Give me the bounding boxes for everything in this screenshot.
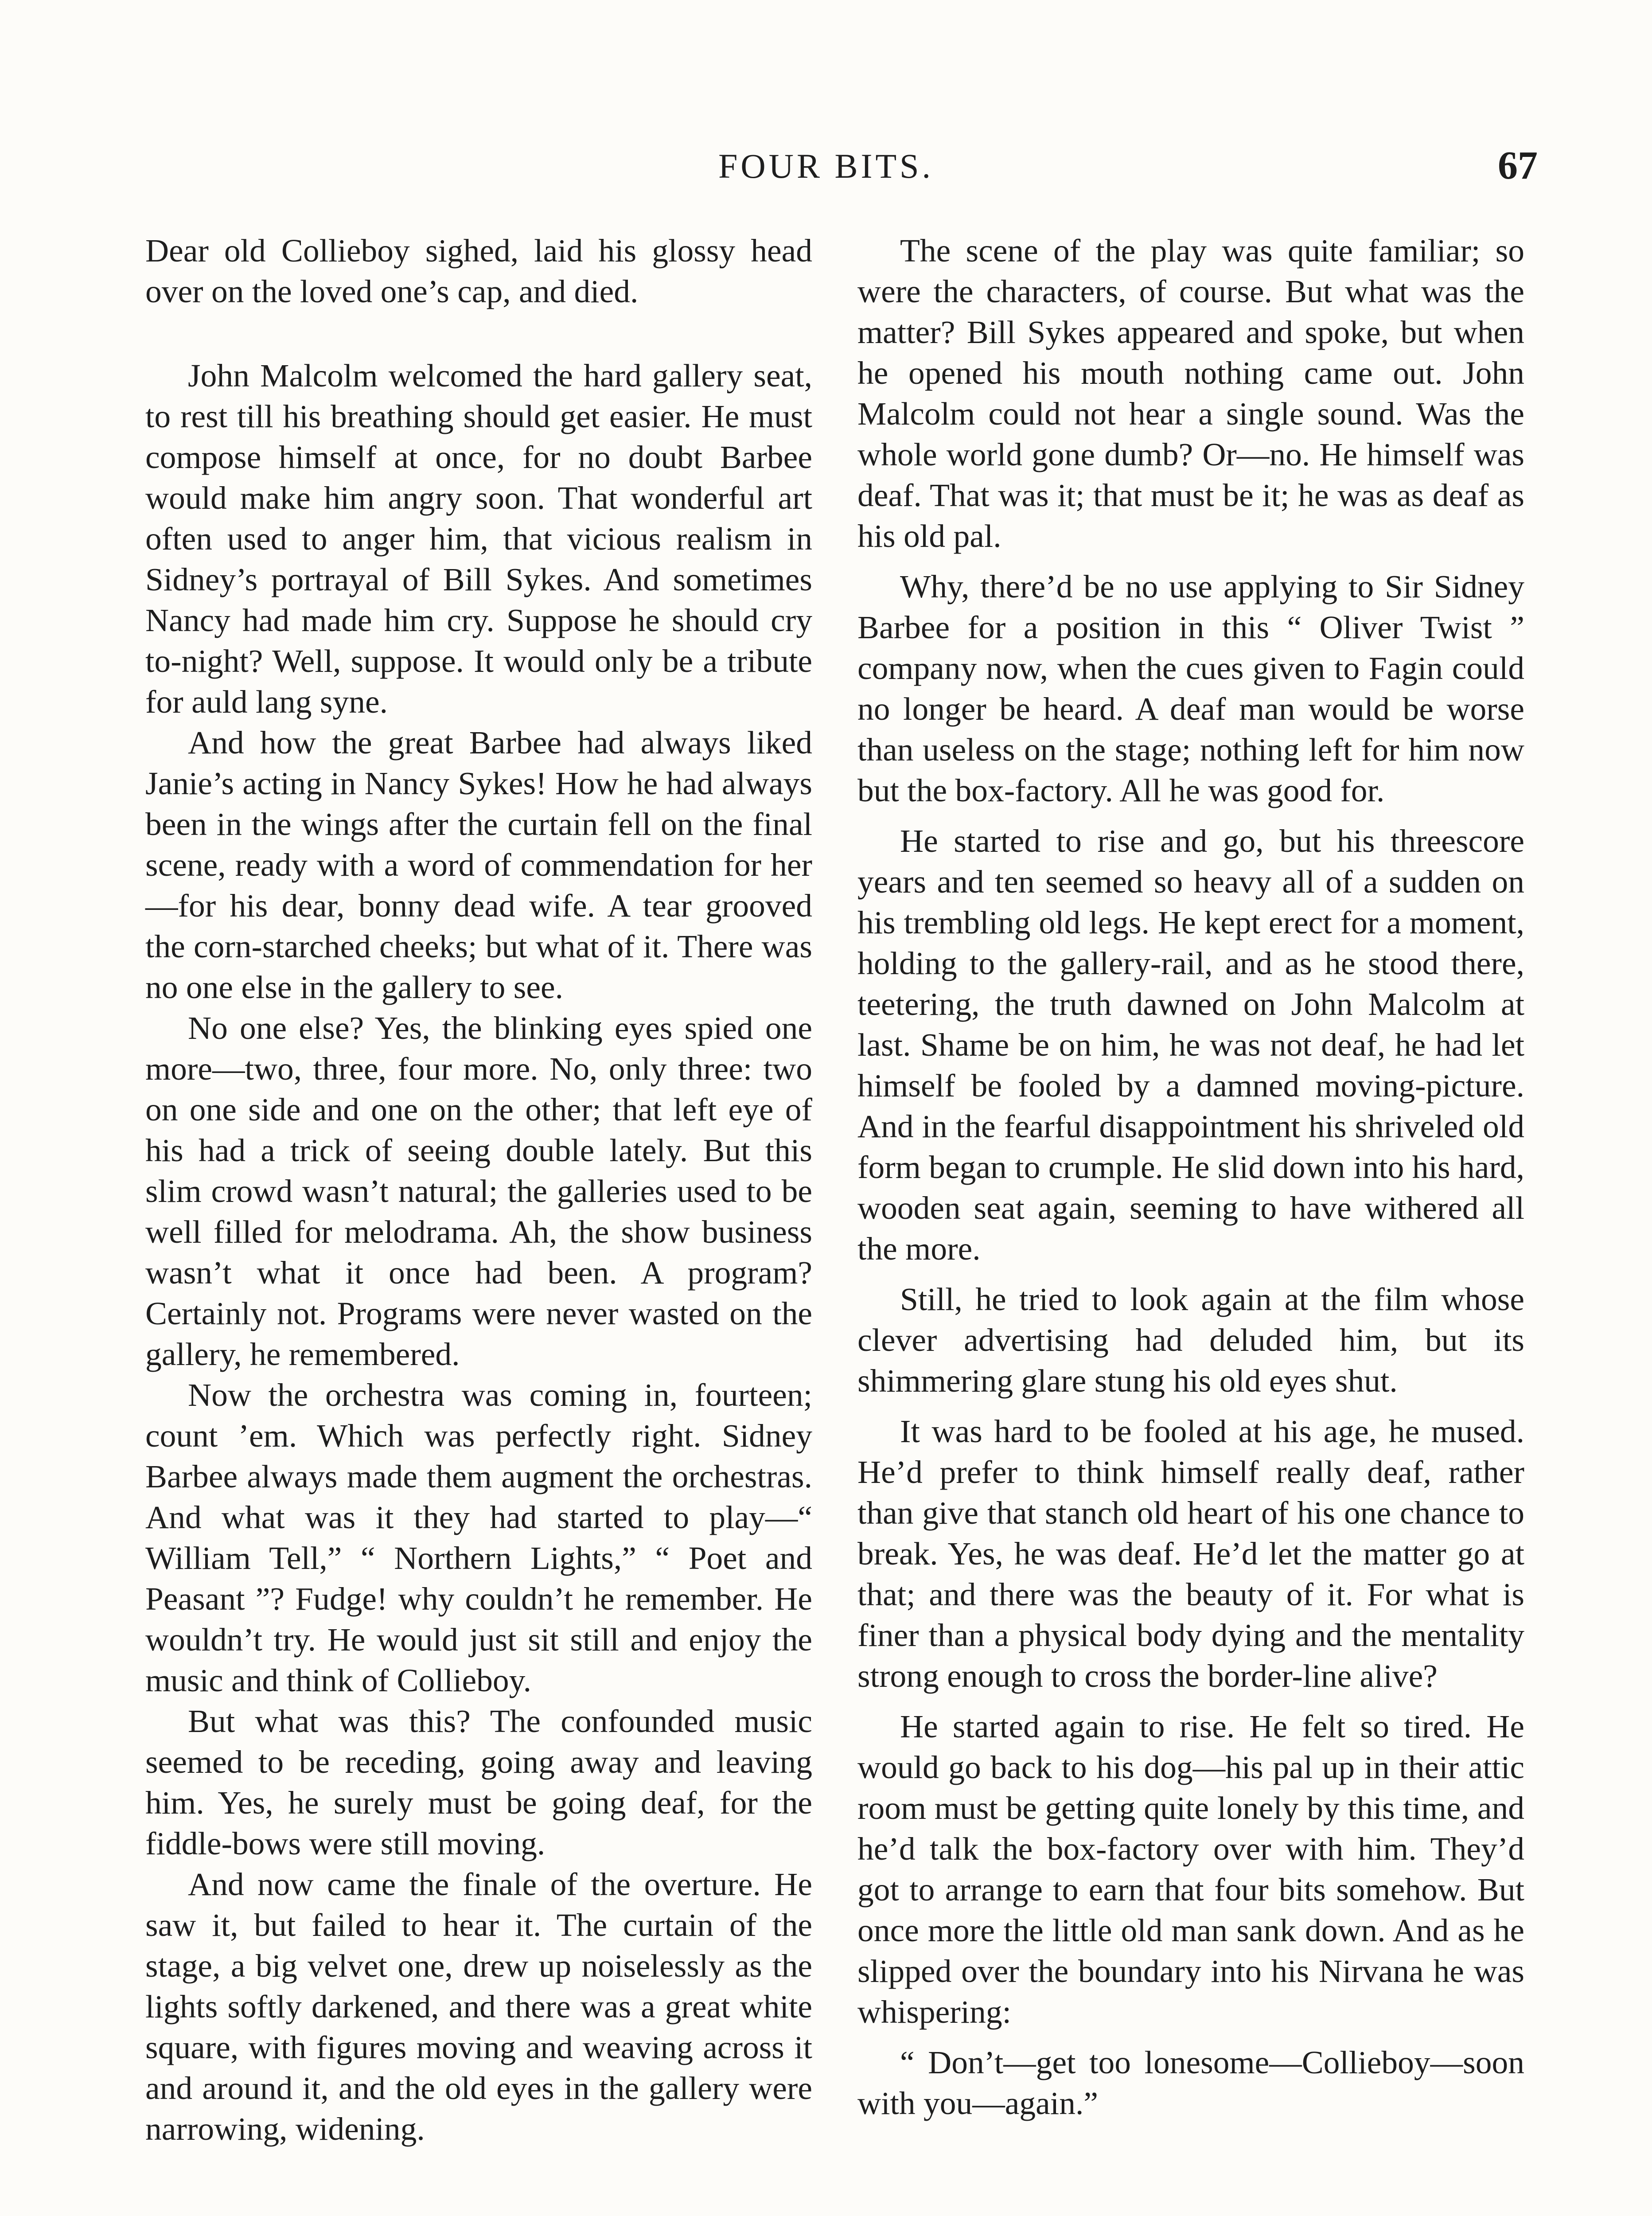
paragraph: No one else? Yes, the blinking eyes spied one more—two, three, four more. No, only three: two on one side and one on the other; that left eye of his had a trick of seeing double lately. But this slim crowd wasn’t natural; the galleries used to be well filled for melodrama. Ah, the show business wasn’t what it once had been. A program? Certainly not. Programs were never wasted on the gallery, he remembered. <box>145 1010 812 1372</box>
right-column <box>857 230 1524 2124</box>
paragraph: Still, he tried to look again at the film whose clever advertising had deluded him, but its shimmering glare stung his old eyes shut. <box>857 1281 1524 1399</box>
left-column <box>145 230 812 2150</box>
paragraph: He started again to rise. He felt so tired. He would go back to his dog—his pal up in their attic room must be getting quite lonely by this time, and he’d talk the box-factory over with him. They’d got to arrange to earn that four bits somehow. But once more the little old man sank down. And as he slipped over the boundary into his Nirvana he was whispering: <box>857 1709 1524 2030</box>
paragraph: It was hard to be fooled at his age, he mused. He’d prefer to think himself really deaf, rather than give that stanch old heart of his one chance to break. Yes, he was deaf. He’d let the matter go at that; and there was the beauty of it. For what is finer than a physical body dying and the mentality strong enough to cross the border-line alive? <box>857 1413 1524 1694</box>
paragraph: “ Don’t—get too lonesome—Collieboy—soon with you—again.” <box>857 2044 1524 2121</box>
paragraph: John Malcolm welcomed the hard gallery seat, to rest till his breathing should get easier. He must compose himself at once, for no doubt Barbee would make him angry soon. That wonderful art often used to anger him, that vicious realism in Sidney’s portrayal of Bill Sykes. And sometimes Nancy had made him cry. Suppose he should cry to-night? Well, suppose. It would only be a tribute for auld lang syne. <box>145 358 812 720</box>
paragraph: Why, there’d be no use applying to Sir Sidney Barbee for a position in this “ Oliver Twist ” company now, when the cues given to Fagin could no longer be heard. A deaf man would be worse than useless on the stage; nothing left for him now but the box-factory. All he was good for. <box>857 569 1524 808</box>
paragraph: He started to rise and go, but his threescore years and ten seemed so heavy all of a sudden on his trembling old legs. He kept erect for a moment, holding to the gallery-rail, and as he stood there, teetering, the truth dawned on John Malcolm at last. Shame be on him, he was not deaf, he had let himself be fooled by a damned moving-picture. And in the fearful disappointment his shriveled old form began to crumple. He slid down into his hard, wooden seat again, seeming to have withered all the more. <box>857 823 1524 1267</box>
paragraph: Dear old Collieboy sighed, laid his glossy head over on the loved one’s cap, and died. <box>145 233 812 309</box>
paragraph: Now the orchestra was coming in, fourteen; count ’em. Which was perfectly right. Sidney Barbee always made them augment the orchestras. And what was it they had started to play—“ William Tell,” “ Northern Lights,” “ Poet and Peasant ”? Fudge! why couldn’t he remember. He wouldn’t try. He would just sit still and enjoy the music and think of Collieboy. <box>145 1377 812 1698</box>
paragraph: The scene of the play was quite familiar; so were the characters, of course. But what was the matter? Bill Sykes appeared and spoke, but when he opened his mouth nothing came out. John Malcolm could not hear a single sound. Was the whole world gone dumb? Or—no. He himself was deaf. That was it; that must be it; he was as deaf as his old pal. <box>857 233 1524 554</box>
running-title: FOUR BITS. <box>718 147 934 185</box>
paragraph: And now came the finale of the overture. He saw it, but failed to hear it. The curtain of the stage, a big velvet one, drew up noiselessly as the lights softly darkened, and there was a great white square, with figures moving and weaving across it and around it, and the old eyes in the gallery were narrowing, widening. <box>145 1866 812 2147</box>
paragraph: But what was this? The confounded music seemed to be receding, going away and leaving him. Yes, he surely must be going deaf, for the fiddle-bows were still moving. <box>145 1703 812 1861</box>
page-number: 67 <box>1498 144 1538 187</box>
paragraph: And how the great Barbee had always liked Janie’s acting in Nancy Sykes! How he had always been in the wings after the curtain fell on the final scene, ready with a word of commendation for her—for his dear, bonny dead wife. A tear grooved the corn-starched cheeks; but what of it. There was no one else in the gallery to see. <box>145 725 812 1005</box>
